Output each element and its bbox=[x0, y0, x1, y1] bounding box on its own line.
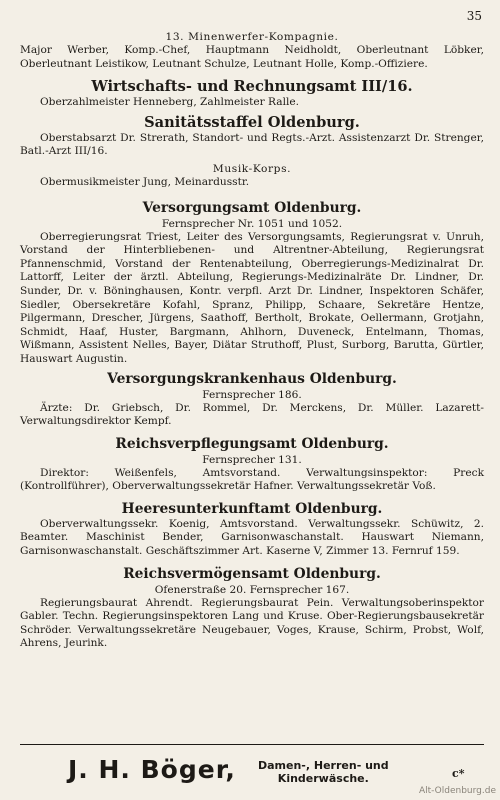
krankenhaus-title: Versorgungskrankenhaus Oldenburg. bbox=[107, 370, 397, 387]
verpflegung-text: Direktor: Weißenfels, Amtsvorstand. Verwaltungsinspektor: Preck (Kontrollführer), Oberverwaltungssekretär Hafner. Verwaltungssekretär Voß. bbox=[20, 466, 484, 493]
advertisement-line-2: Kinderwäsche. bbox=[277, 772, 369, 785]
sanitaet-title: Sanitätsstaffel Oldenburg. bbox=[144, 113, 360, 131]
watermark: Alt-Oldenburg.de bbox=[418, 786, 496, 796]
vermoegen-text: Regierungsbaurat Ahrendt. Regierungsbaurat Pein. Verwaltungsoberinspektor Gabler. Techn. Regierungsinspektoren Lang und Kruse. Ober-Regierungsbausekretär Schröder. Verwaltungssekretäre Neugebauer, Voges, Krause, Schirm, Probst, Wolf, Ahrens, Jeurink. bbox=[20, 596, 484, 650]
heeresunterkunft-text: Oberverwaltungssekr. Koenig, Amtsvorstand. Verwaltungssekr. Schüwitz, 2. Beamter. Maschinist Bender, Garnisonwaschanstalt. Hauswart Niemann, Garnisonwaschanstalt. Geschäftszimmer Art. Kaserne V, Zimmer 13. Fernruf 159. bbox=[20, 517, 484, 558]
versorgungsamt-phone: Fernsprecher Nr. 1051 und 1052. bbox=[161, 217, 343, 230]
heeresunterkunft-title: Heeresunterkunftamt Oldenburg. bbox=[121, 500, 383, 517]
versorgungsamt-text: Oberregierungsrat Triest, Leiter des Versorgungsamts, Regierungsrat v. Unruh, Vorstand der Hinterbliebenen- und Altrentner-Abteilung, Regierungsrat Pfannenschmid, Vorstand der Rentenabteilung, Oberregierungs-Medizinalrat Dr. Lattorff, Leiter der ärztl. Abteilung, Regierungs-Medizinalräte Dr. Lindner, Dr. Sunder, Dr. v. Böninghausen, Kontr. verpfl. Arzt Dr. Lindner, Inspektoren Schäfer, Siedler, Obersekretäre Kofahl, Spranz, Philipp, Schaare, Sekretäre Hentze, Pilgermann, Drescher, Jürgens, Saathoff, Bertholt, Brokate, Oellermann, Grotjahn, Schmidt, Haaf, Huster, Bargmann, Ahlhorn, Duveneck, Entelmann, Thomas, Wißmann, Assistent Nelles, Bayer, Diätar Struthoff, Plust, Surborg, Barutta, Gürtler, Hauswart Augustin. bbox=[20, 230, 484, 365]
sanitaet-text: Oberstabsarzt Dr. Strerath, Standort- und Regts.-Arzt. Assistenzarzt Dr. Strenger, Batl.-Arzt III/16. bbox=[20, 131, 484, 158]
advertisement bbox=[20, 744, 484, 795]
musik-text: Obermusikmeister Jung, Meinardusstr. bbox=[40, 175, 250, 188]
verpflegung-phone: Fernsprecher 131. bbox=[202, 453, 302, 466]
advertisement-line-1: Damen-, Herren- und bbox=[258, 759, 389, 772]
advertisement-text bbox=[258, 759, 389, 785]
page-content bbox=[20, 30, 484, 651]
wirtschaft-title: Wirtschafts- und Rechnungsamt III/16. bbox=[91, 78, 413, 96]
vermoegen-title: Reichsvermögensamt Oldenburg. bbox=[123, 565, 381, 582]
versorgungsamt-title: Versorgungsamt Oldenburg. bbox=[142, 199, 362, 216]
advertisement-code: c* bbox=[452, 767, 465, 780]
wirtschaft-text: Oberzahlmeister Henneberg, Zahlmeister Ralle. bbox=[40, 96, 299, 109]
minenwerfer-text: Major Werber, Komp.-Chef, Hauptmann Neidholdt, Oberleutnant Löbker, Oberleutnant Leistikow, Leutnant Schulze, Leutnant Holle, Komp.-Offiziere. bbox=[20, 44, 484, 70]
musik-title: Musik-Korps. bbox=[212, 162, 292, 175]
advertiser-name: J. H. Böger, bbox=[68, 755, 236, 784]
vermoegen-address: Ofenerstraße 20. Fernsprecher 167. bbox=[154, 583, 350, 596]
verpflegung-title: Reichsverpflegungsamt Oldenburg. bbox=[115, 435, 389, 452]
krankenhaus-text: Ärzte: Dr. Griebsch, Dr. Rommel, Dr. Merckens, Dr. Müller. Lazarett-Verwaltungsdirektor Kempf. bbox=[20, 401, 484, 428]
minenwerfer-title: 13. Minenwerfer-Kompagnie. bbox=[165, 31, 339, 43]
krankenhaus-phone: Fernsprecher 186. bbox=[202, 388, 302, 401]
page-number: 35 bbox=[466, 9, 482, 23]
